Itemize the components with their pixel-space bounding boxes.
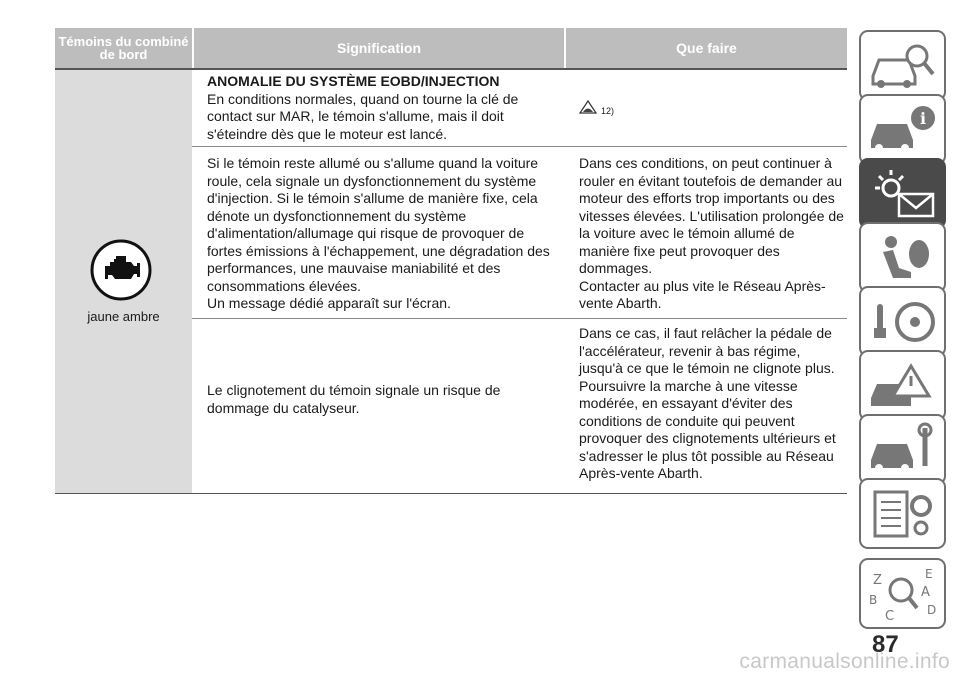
svg-text:Z: Z	[873, 573, 882, 588]
specifications-icon	[861, 480, 944, 547]
row1-action	[579, 100, 639, 121]
page-number: 87	[872, 631, 899, 658]
row3-meaning	[207, 382, 547, 417]
row2-meaning	[207, 155, 559, 313]
row2-action-text: Dans ces conditions, on peut continuer à rouler en évitant toutefois de demander au moteur des efforts trop importants ou des vitesses élevées. L'utilisation prolongée de la voiture avec le témoin allumé de manière fixe peut provoquer des dommages.	[579, 155, 844, 276]
table-header	[55, 28, 847, 69]
svg-text:i: i	[919, 109, 927, 128]
car-info-icon	[861, 96, 944, 163]
car-emergency-icon	[861, 352, 944, 419]
reference-note: 12)	[601, 106, 615, 116]
row2-meaning-text: Si le témoin reste allumé ou s'allume quand la voiture roule, cela signale un dysfonctionnement du système d'injection. Si le témoin s'allume de manière fixe, cela dénote un dysfonctionnement du système d'alimentation/allumage qui risque de provoquer de fortes émissions à l'échappement, une dégradation des performances, une mauvaise maniabilité et des consommations élevées.	[207, 155, 550, 294]
warning-light-message-icon	[861, 160, 944, 227]
svg-text:C: C	[885, 609, 895, 624]
row3-action	[579, 325, 847, 483]
header-meaning: Signification	[194, 28, 564, 68]
svg-text:E: E	[925, 567, 933, 581]
car-search-icon	[861, 32, 944, 99]
row-divider	[192, 318, 847, 319]
engine-check-icon	[89, 238, 153, 302]
header-action: Que faire	[566, 28, 847, 68]
tab-car-search[interactable]	[859, 30, 946, 101]
row2-action	[579, 155, 847, 313]
alphabetical-index-icon	[861, 560, 944, 627]
svg-text:A: A	[921, 585, 930, 600]
tab-emergency[interactable]	[859, 350, 946, 421]
tab-maintenance[interactable]	[859, 414, 946, 485]
row1-meaning-text: En conditions normales, quand on tourne la clé de contact sur MAR, le témoin s'allume, mais il doit s'éteindre dès que le moteur est lancé.	[207, 90, 519, 142]
header-indicators: Témoins du combiné de bord	[55, 28, 192, 68]
car-maintenance-icon	[861, 416, 944, 483]
airbag-seat-icon	[861, 224, 944, 291]
steering-key-icon	[861, 288, 944, 355]
lamp-color-label: jaune ambre	[87, 309, 160, 324]
tab-starting-driving[interactable]	[859, 286, 946, 357]
section-title: ANOMALIE DU SYSTÈME EOBD/INJECTION	[207, 73, 500, 89]
svg-text:D: D	[927, 603, 937, 617]
row2-action-text2: Contacter au plus vite le Réseau Après-vente Abarth.	[579, 277, 826, 311]
warning-lamp-cell	[55, 70, 192, 493]
warning-triangle-icon	[579, 100, 597, 114]
row-divider	[192, 146, 847, 147]
watermark: carmanualsonline.info	[739, 650, 950, 673]
tab-index[interactable]	[859, 558, 946, 629]
table-bottom-rule	[55, 493, 847, 494]
tab-safety[interactable]	[859, 222, 946, 293]
tab-specifications[interactable]	[859, 478, 946, 549]
row3-action-text: Dans ce cas, il faut relâcher la pédale de l'accélérateur, revenir à bas régime, jusqu'à ce que le témoin ne clignote plus. Poursuivre la marche à une vitesse modérée, en essayant d'éviter des conditions de conduite qui peuvent provoquer des clignotements ultérieurs et s'adresser le plus tôt possible au Réseau Après-vente Abarth.	[579, 325, 836, 481]
row3-meaning-text: Le clignotement du témoin signale un risque de dommage du catalyseur.	[207, 382, 501, 416]
row2-meaning-text2: Un message dédié apparaît sur l'écran.	[207, 295, 451, 311]
tab-warning-lights[interactable]	[859, 158, 946, 229]
tab-car-info[interactable]	[859, 94, 946, 165]
svg-text:B: B	[869, 593, 878, 607]
row1-meaning	[207, 73, 557, 143]
